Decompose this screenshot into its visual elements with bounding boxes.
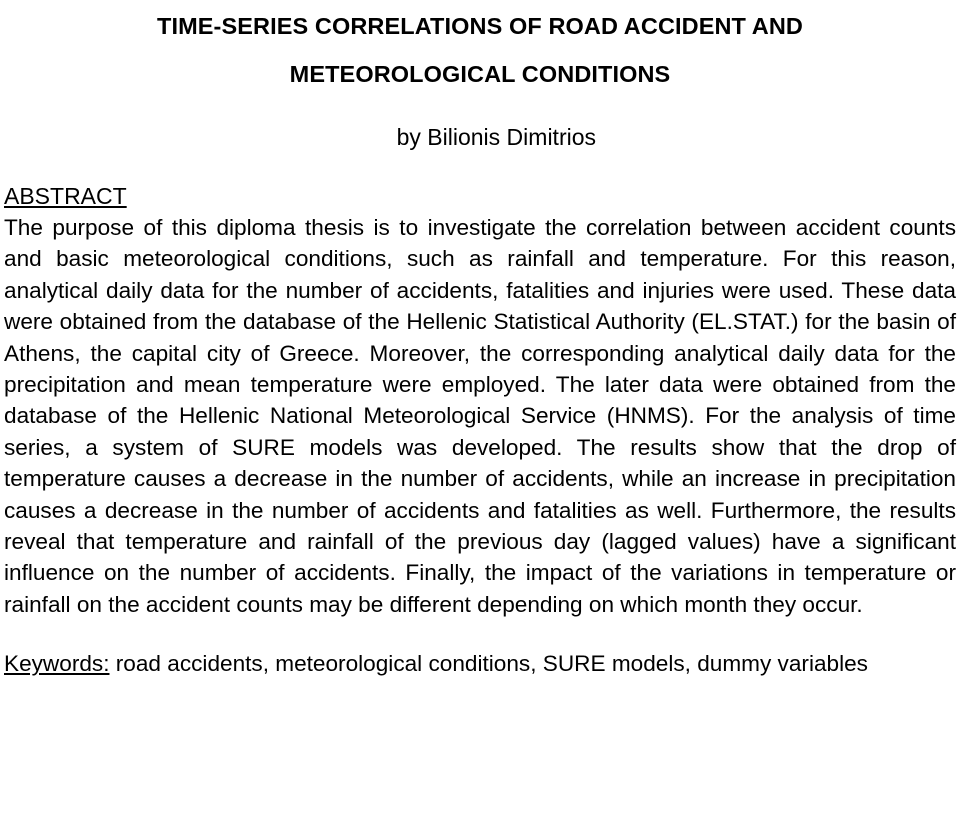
- abstract-heading: ABSTRACT: [4, 183, 127, 209]
- document-title: [4, 0, 956, 98]
- keywords-line: [4, 648, 956, 679]
- title-line-1: TIME-SERIES CORRELATIONS OF ROAD ACCIDENT AND: [157, 13, 803, 39]
- abstract-section: [4, 181, 956, 620]
- title-line-2: METEOROLOGICAL CONDITIONS: [289, 61, 671, 87]
- keywords-label: Keywords:: [4, 651, 110, 677]
- keywords-text: road accidents, meteorological conditions, SURE models, dummy variables: [109, 651, 868, 677]
- abstract-body: The purpose of this diploma thesis is to investigate the correlation between accident counts and basic meteorological conditions, such as rainfall and temperature. For this reason, analytical daily data for the number of accidents, fatalities and injuries were used. These data were obtained from the database of the Hellenic Statistical Authority (EL.STAT.) for the basin of Athens, the capital city of Greece. Moreover, the corresponding analytical daily data for the precipitation and mean temperature were employed. The later data were obtained from the database of the Hellenic National Meteorological Service (HNMS). For the analysis of time series, a system of SURE models was developed. The results show that the drop of temperature causes a decrease in the number of accidents, while an increase in precipitation causes a decrease in the number of accidents and fatalities as well. Furthermore, the results reveal that temperature and rainfall of the previous day (lagged values) have a significant influence on the number of accidents. Finally, the impact of the variations in temperature or rainfall on the accident counts may be different depending on which month they occur.: [4, 215, 956, 617]
- author-line: by Bilionis Dimitrios: [396, 124, 596, 150]
